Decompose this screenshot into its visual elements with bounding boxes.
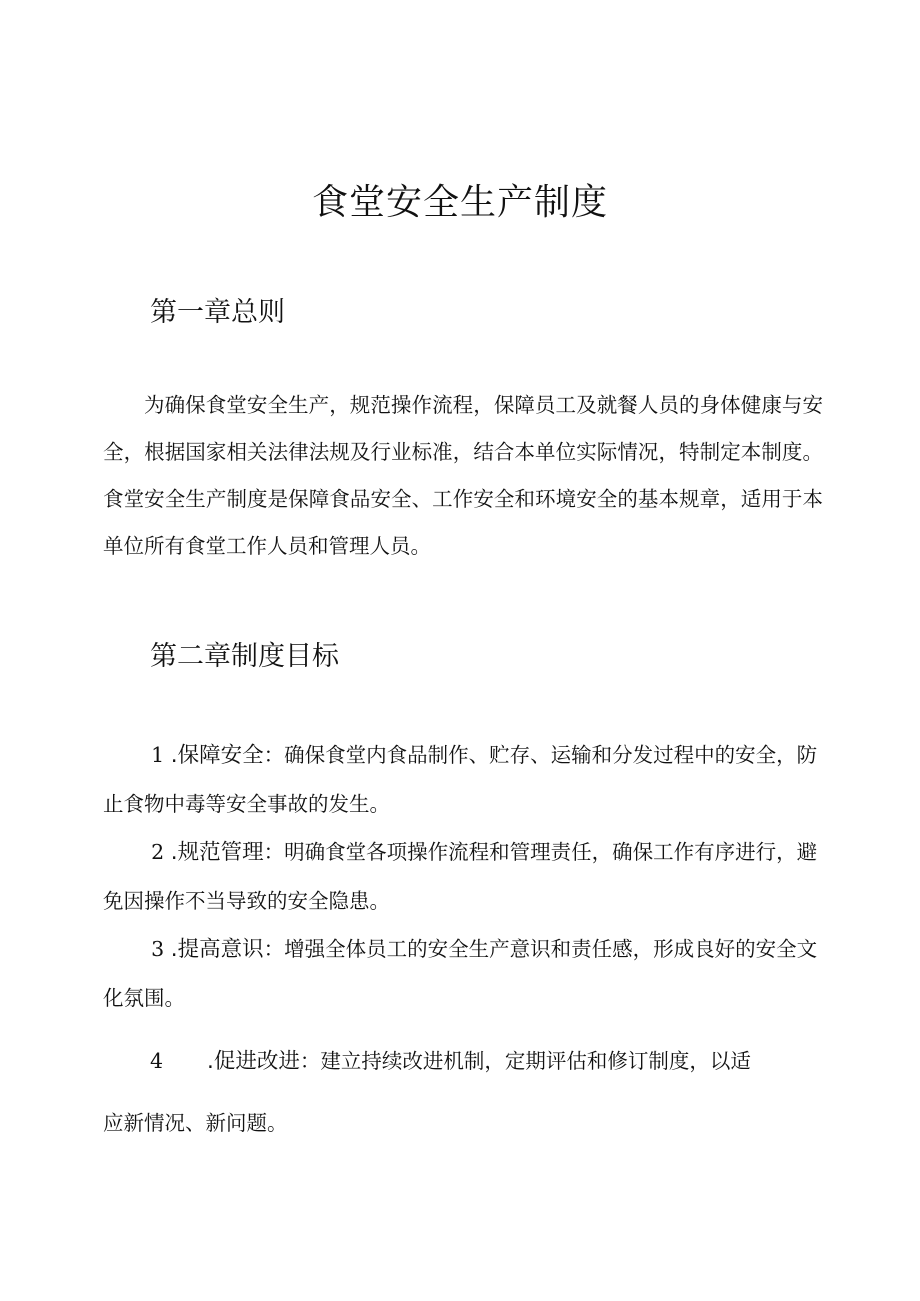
goal-item-label: .规范管理 <box>170 840 264 865</box>
goal-item-colon: ： <box>263 937 285 961</box>
goal-item-4-number: 4 <box>150 1049 164 1073</box>
goal-item-label: .提高意识 <box>170 937 264 962</box>
document-title: 食堂安全生产制度 <box>311 182 608 223</box>
chapter-1-paragraph: 为确保食堂安全生产，规范操作流程，保障员工及就餐人员的身体健康与安全，根据国家相关法律法规及行业标准，结合本单位实际情况，特制定本制度。食堂安全生产制度是保障食品安全、工作安全和环境安全的基本规章，适用于本单位所有食堂工作人员和管理人员。 <box>103 393 823 558</box>
goal-item-colon: ： <box>263 840 285 864</box>
goal-item-text: 确保食堂内食品制作、贮存、运输和分发过程中的安全，防止食物中毒等安全事故的发生。 <box>103 743 818 816</box>
goal-item-number: 2 <box>151 840 165 864</box>
goal-item-text: 明确食堂各项操作流程和管理责任，确保工作有序进行，避免因操作不当导致的安全隐患。 <box>103 840 818 913</box>
goal-item-2 <box>103 828 828 926</box>
goal-item-number: 3 <box>151 937 165 961</box>
goal-item-colon: ： <box>263 743 285 767</box>
goal-item-colon: ： <box>299 1049 321 1073</box>
goal-item-1 <box>103 731 828 829</box>
goal-item-3 <box>103 925 828 1023</box>
chapter-1-heading: 第一章总则 <box>150 297 285 328</box>
goal-item-4 <box>207 1043 751 1080</box>
goal-item-label: .保障安全 <box>170 743 264 768</box>
goal-item-text-line-1: 建立持续改进机制，定期评估和修订制度，以适 <box>320 1049 751 1073</box>
chapter-2-heading: 第二章制度目标 <box>150 641 339 672</box>
goal-item-4-continuation: 应新情况、新问题。 <box>103 1111 288 1135</box>
goal-item-number: 1 <box>151 743 165 767</box>
goal-item-text: 增强全体员工的安全生产意识和责任感，形成良好的安全文化氛围。 <box>103 937 818 1010</box>
goal-item-label: .促进改进 <box>207 1049 300 1074</box>
